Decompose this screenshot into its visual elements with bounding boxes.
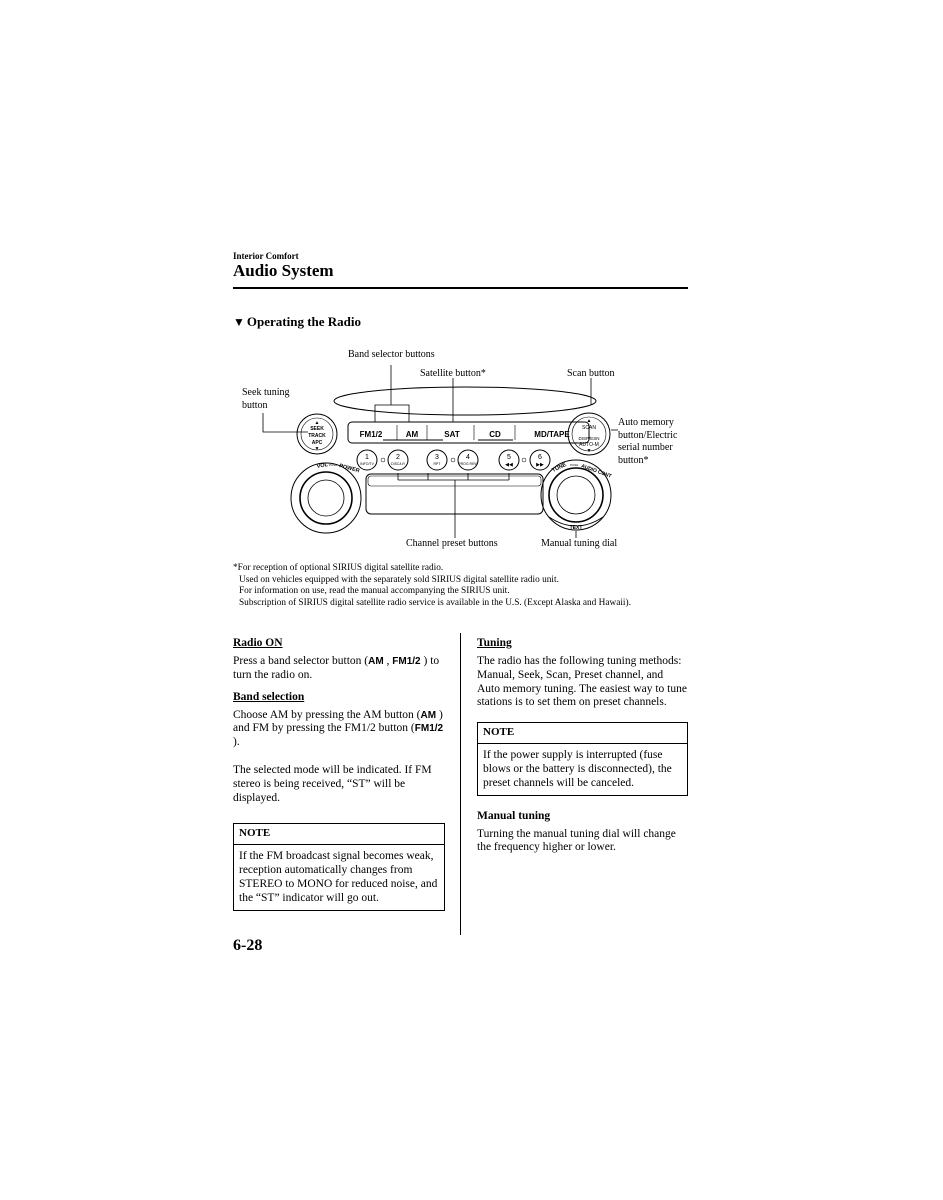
svg-text:▲: ▲	[586, 418, 592, 424]
note-text: If the FM broadcast signal becomes weak, reception automatically changes from STEREO to MONO for reduced noise, and the “ST” indicator will go out.	[239, 850, 438, 904]
band-button-mdtape: MD/TAPE	[534, 430, 570, 439]
radio-on-heading: Radio ON	[233, 637, 283, 649]
preset-buttons	[357, 450, 550, 470]
column-divider	[460, 633, 461, 935]
right-column	[477, 637, 688, 861]
svg-text:1: 1	[365, 454, 369, 461]
am-key-label: AM	[420, 709, 437, 721]
fm12-key-label: FM1/2	[414, 723, 444, 735]
svg-text:PUSH: PUSH	[329, 463, 338, 467]
display-oval	[334, 387, 596, 415]
callout-satellite: Satellite button*	[420, 368, 486, 379]
svg-text:AUDIO CONT: AUDIO CONT	[580, 463, 613, 480]
note-title: NOTE	[478, 723, 687, 744]
band-selection-text: Choose AM by pressing the AM button (AM ) and FM by pressing the FM1/2 button (FM1/2 ).	[233, 708, 444, 749]
callout-manual-dial: Manual tuning dial	[541, 538, 618, 549]
manual-tuning-heading: Manual tuning	[477, 809, 551, 822]
footnote	[233, 563, 693, 609]
sub-heading-text: Operating the Radio	[246, 314, 362, 329]
tuning-text: The radio has the following tuning methods: Manual, Seek, Scan, Preset channel, and Auto memory tuning. The easiest way to tune stations is to set them on preset channels.	[477, 655, 687, 709]
svg-text:DISC/LR: DISC/LR	[391, 462, 405, 466]
svg-text:VOL: VOL	[316, 462, 329, 470]
am-key-label: AM	[368, 656, 384, 667]
band-button-am: AM	[405, 430, 419, 439]
manual-tuning-text: Turning the manual tuning dial will change the frequency higher or lower.	[477, 827, 676, 854]
svg-text:TEXT: TEXT	[569, 525, 583, 531]
footnote-line: For information on use, read the manual accompanying the SIRIUS unit.	[239, 586, 510, 597]
note-text: If the power supply is interrupted (fuse blows or the battery is disconnected), the preset channels will be canceled.	[483, 749, 672, 789]
svg-text:2: 2	[396, 454, 400, 461]
svg-text:TRACK: TRACK	[308, 433, 326, 439]
svg-text:SCAN: SCAN	[582, 425, 596, 431]
svg-text:▼: ▼	[586, 448, 592, 454]
callout-band-selector: Band selector buttons	[348, 349, 435, 360]
fm12-key-label: FM1/2	[392, 656, 421, 667]
radio-diagram	[233, 345, 688, 560]
svg-text:POWER: POWER	[338, 463, 361, 475]
svg-text:PROG REW: PROG REW	[458, 462, 478, 466]
sub-heading	[233, 314, 361, 330]
section-label: Interior Comfort	[233, 251, 299, 261]
footnote-line: Subscription of SIRIUS digital satellite radio service is available in the U.S. (Except Alaska and Hawaii).	[239, 597, 631, 608]
tuning-heading: Tuning	[477, 637, 512, 649]
band-button-sat: SAT	[444, 430, 460, 439]
svg-text:AUTO-M: AUTO-M	[579, 442, 599, 448]
callout-seek: Seek tuning button	[242, 387, 290, 411]
svg-text:APC: APC	[311, 440, 323, 446]
footnote-line: Used on vehicles equipped with the separately sold SIRIUS digital satellite radio unit.	[239, 574, 559, 585]
svg-text:▲: ▲	[314, 420, 320, 426]
band-button-cd: CD	[489, 430, 501, 439]
title-rule	[233, 287, 688, 289]
left-column	[233, 637, 445, 923]
page-number: 6-28	[233, 937, 263, 954]
svg-text:SEEK: SEEK	[310, 426, 324, 432]
svg-text:5: 5	[507, 454, 511, 461]
callout-scan: Scan button	[567, 368, 615, 379]
svg-text:TUNE: TUNE	[551, 462, 568, 474]
svg-text:▶▶: ▶▶	[536, 462, 544, 468]
radio-on-text: Press a band selector button (AM , FM1/2 ) to turn the radio on.	[233, 655, 440, 681]
svg-text:3: 3	[435, 454, 439, 461]
svg-text:▼: ▼	[314, 446, 320, 452]
page-title: Audio System	[233, 261, 334, 280]
footnote-line: *For reception of optional SIRIUS digital satellite radio.	[233, 563, 444, 573]
svg-text:PUSH: PUSH	[570, 463, 579, 467]
svg-text:DISP/ESN: DISP/ESN	[578, 436, 600, 441]
note-box-right	[477, 722, 688, 795]
callout-channel-preset: Channel preset buttons	[406, 538, 498, 549]
callout-auto-memory: Auto memory button/Electric serial number button*	[618, 417, 678, 466]
svg-text:◀◀: ◀◀	[505, 462, 513, 468]
band-selection-heading: Band selection	[233, 690, 305, 703]
note-title: NOTE	[234, 824, 444, 845]
volume-knob	[291, 463, 361, 533]
svg-text:4: 4	[466, 454, 470, 461]
selected-mode-text: The selected mode will be indicated. If FM stereo is being received, “ST” will be displayed.	[233, 763, 432, 804]
note-box-left	[233, 823, 445, 910]
band-button-fm12: FM1/2	[359, 430, 383, 439]
svg-text:INFO/TV: INFO/TV	[360, 462, 374, 466]
triangle-down-icon: ▼	[233, 315, 245, 329]
svg-text:RPT: RPT	[433, 462, 441, 466]
svg-text:6: 6	[538, 454, 542, 461]
